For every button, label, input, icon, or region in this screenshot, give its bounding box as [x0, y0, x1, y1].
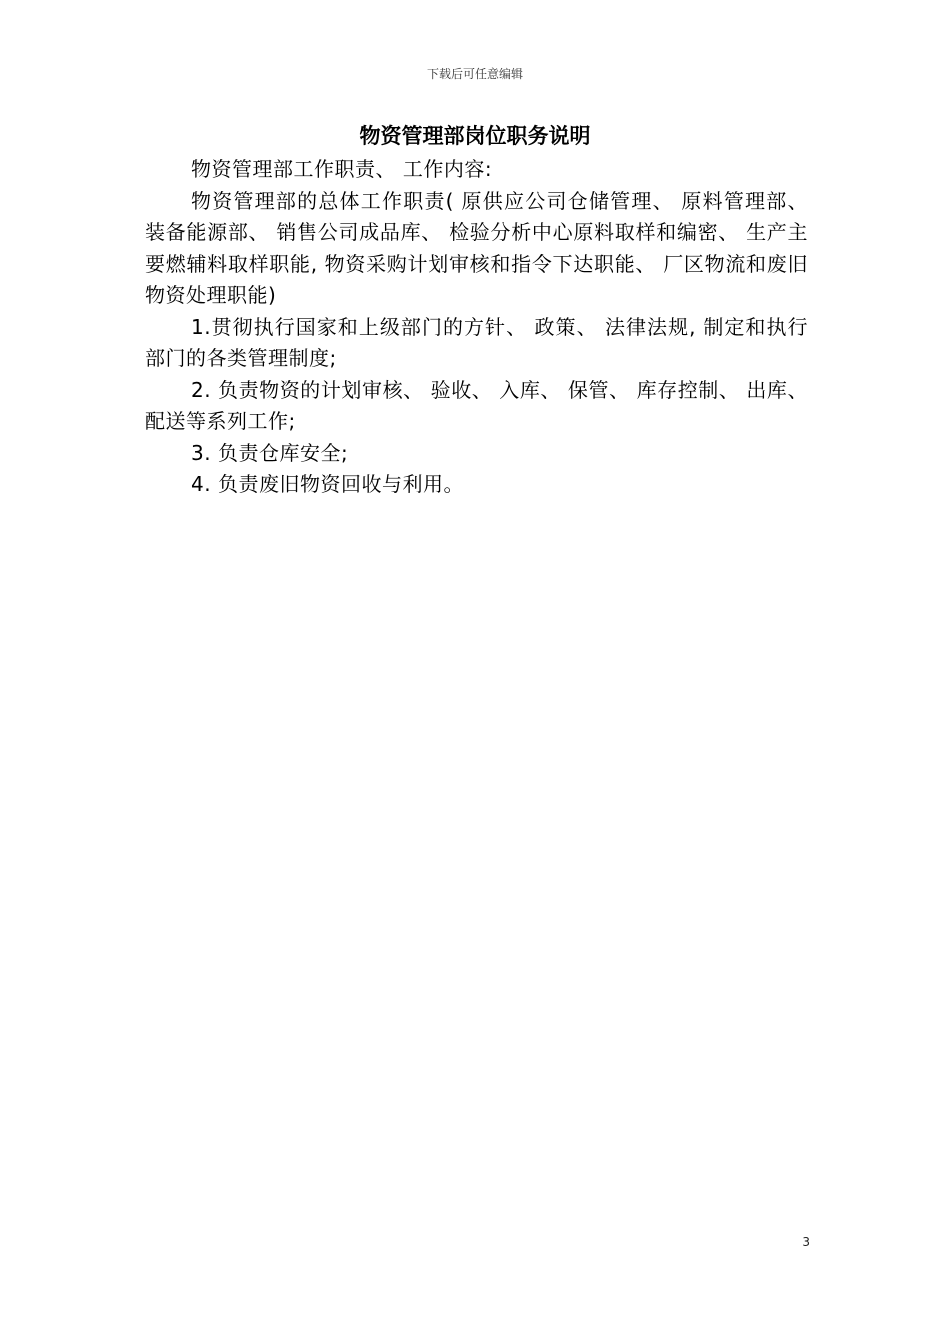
document-title: 物资管理部岗位职务说明	[359, 124, 591, 148]
page-header-note: 下载后可任意编辑	[426, 67, 523, 81]
page-number: 3	[802, 1235, 810, 1249]
paragraph-overall-duties: 物资管理部的总体工作职责( 原供应公司仓储管理、 原料管理部、 装备能源部、 销售公司成品库、 检验分析中心原料取样和编密、 生产主要燃辅料取样职能, 物资采购计划审核和指令下达职能、 厂区物流和废旧物资处理职能)	[145, 188, 808, 307]
list-item-duty-2: 2. 负责物资的计划审核、 验收、 入库、 保管、 库存控制、 出库、 配送等系列工作;	[145, 377, 808, 433]
list-item-duty-4: 4. 负责废旧物资回收与利用。	[191, 472, 464, 496]
list-item-duty-3: 3. 负责仓库安全;	[191, 440, 349, 465]
document-body	[145, 154, 808, 501]
paragraph-duties-heading: 物资管理部工作职责、 工作内容:	[191, 157, 493, 181]
list-item-duty-1: 1.贯彻执行国家和上级部门的方针、 政策、 法律法规, 制定和执行部门的各类管理制度;	[145, 314, 808, 370]
